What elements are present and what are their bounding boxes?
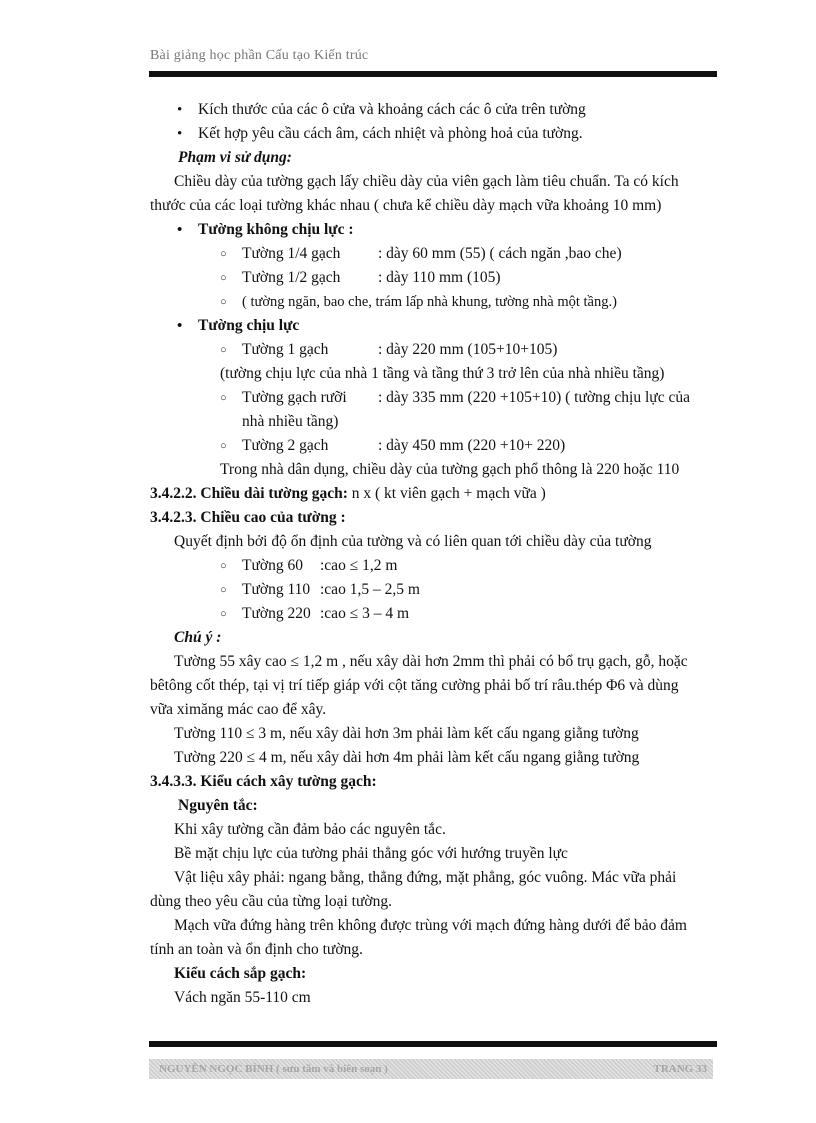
layout-heading: Kiểu cách sắp gạch: (174, 965, 307, 982)
footer-bar (149, 1059, 713, 1079)
section-heading: 3.4.2.2. Chiều dài tường gạch: (150, 485, 348, 502)
wall-type-value-cont: nhà nhiều tầng) (242, 413, 339, 430)
non-load-wall-heading: • Tường không chịu lực : (150, 218, 720, 242)
section-3422 (150, 482, 720, 506)
section-text: n x ( kt viên gạch + mạch vữa ) (347, 485, 546, 502)
scope-paragraph: Chiều dày của tường gạch lấy chiều dày của viên gạch làm tiêu chuẩn. Ta có kích (174, 173, 679, 190)
section-heading: 3.4.3.3. Kiểu cách xây tường gạch: (150, 773, 377, 790)
principle-text-cont: tính an toàn và ổn định cho tường. (150, 941, 363, 958)
principle-heading: Nguyên tắc: (178, 797, 258, 814)
wall-type-value: : dày 450 mm (220 +10+ 220) (378, 437, 566, 454)
wall-height-label: Tường 60 (242, 557, 303, 574)
wall-height-value: :cao ≤ 3 – 4 m (320, 605, 410, 622)
note-paragraph: Tường 220 ≤ 4 m, nếu xây dài hơn 4m phải làm kết cấu ngang giằng tường (174, 749, 640, 766)
wall-height-value: :cao ≤ 1,2 m (320, 557, 398, 574)
wall-type-value: : dày 110 mm (105) (378, 269, 501, 286)
load-wall-heading: • Tường chịu lực (150, 314, 720, 338)
load-wall-note: (tường chịu lực của nhà 1 tầng và tầng thứ 3 trở lên của nhà nhiều tầng) (220, 365, 665, 382)
wall-height-item (150, 602, 720, 626)
header-rule (149, 71, 717, 77)
section-heading: 3.4.2.3. Chiều cao của tường : (150, 509, 346, 526)
note-paragraph: Tường 110 ≤ 3 m, nếu xây dài hơn 3m phải làm kết cấu ngang giằng tường (174, 725, 639, 742)
wall-type-label: Tường 1/4 gạch (242, 245, 341, 262)
wall-height-item (150, 554, 720, 578)
wall-type-label: Tường 1/2 gạch (242, 269, 341, 286)
principle-text: Bề mặt chịu lực của tường phải thẳng góc với hướng truyền lực (174, 845, 568, 862)
wall-type-item (150, 386, 720, 410)
wall-type-item (150, 434, 720, 458)
section-text: Quyết định bởi độ ổn định của tường và có liên quan tới chiều dày của tường (174, 533, 652, 550)
wall-type-note: ○ ( tường ngăn, bao che, trám lấp nhà khung, tường nhà một tầng.) (150, 290, 720, 314)
scope-paragraph-cont: thước của các loại tường khác nhau ( chưa kể chiều dày mạch vữa khoảng 10 mm) (150, 197, 662, 214)
wall-height-item (150, 578, 720, 602)
note-paragraph-cont: bêtông cốt thép, tại vị trí tiếp giáp với cột tăng cường phải bố trí râu.thép Φ6 và dùng (150, 677, 679, 694)
layout-text: Vách ngăn 55-110 cm (174, 989, 311, 1006)
bullet-item: • Kết hợp yêu cầu cách âm, cách nhiệt và phòng hoả của tường. (150, 122, 720, 146)
wall-type-item (150, 242, 720, 266)
note-heading: Chú ý : (174, 629, 222, 646)
wall-type-label: Tường 2 gạch (242, 437, 329, 454)
note-paragraph: Tường 55 xây cao ≤ 1,2 m , nếu xây dài hơn 2mm thì phải có bổ trụ gạch, gỗ, hoặc (174, 653, 688, 670)
principle-text: Mạch vữa đứng hàng trên không được trùng với mạch đứng hàng dưới để bảo đảm (174, 917, 687, 934)
wall-type-value: : dày 220 mm (105+10+105) (378, 341, 558, 358)
bullet-item: • Kích thước của các ô cửa và khoảng cách các ô cửa trên tường (150, 98, 720, 122)
wall-type-item (150, 338, 720, 362)
page-body (150, 98, 720, 1010)
principle-text: Khi xây tường cần đảm bảo các nguyên tắc. (174, 821, 446, 838)
footer-rule (149, 1041, 717, 1047)
scope-heading: Phạm vi sử dụng: (178, 149, 292, 166)
wall-type-value: : dày 60 mm (55) ( cách ngăn ,bao che) (378, 245, 622, 262)
footer-author: NGUYỄN NGỌC BÌNH ( sưu tầm và biên soạn ) (159, 1063, 388, 1075)
wall-height-value: :cao 1,5 – 2,5 m (320, 581, 420, 598)
principle-text-cont: dùng theo yêu cầu của từng loại tường. (150, 893, 392, 910)
wall-height-label: Tường 220 (242, 605, 311, 622)
wall-type-item (150, 266, 720, 290)
common-thickness-note: Trong nhà dân dụng, chiều dày của tường gạch phổ thông là 220 hoặc 110 (220, 461, 680, 478)
principle-text: Vật liệu xây phải: ngang bằng, thẳng đứng, mặt phẳng, góc vuông. Mác vữa phải (174, 869, 677, 886)
wall-type-value: : dày 335 mm (220 +105+10) ( tường chịu lực của (378, 389, 690, 406)
note-paragraph-cont: vữa ximăng mác cao để xây. (150, 701, 327, 718)
wall-type-label: Tường 1 gạch (242, 341, 329, 358)
wall-type-label: Tường gạch rưỡi (242, 389, 347, 406)
wall-height-label: Tường 110 (242, 581, 311, 598)
header-title: Bài giảng học phần Cấu tạo Kiến trúc (150, 48, 369, 63)
footer-page-number: TRANG 33 (653, 1063, 707, 1075)
